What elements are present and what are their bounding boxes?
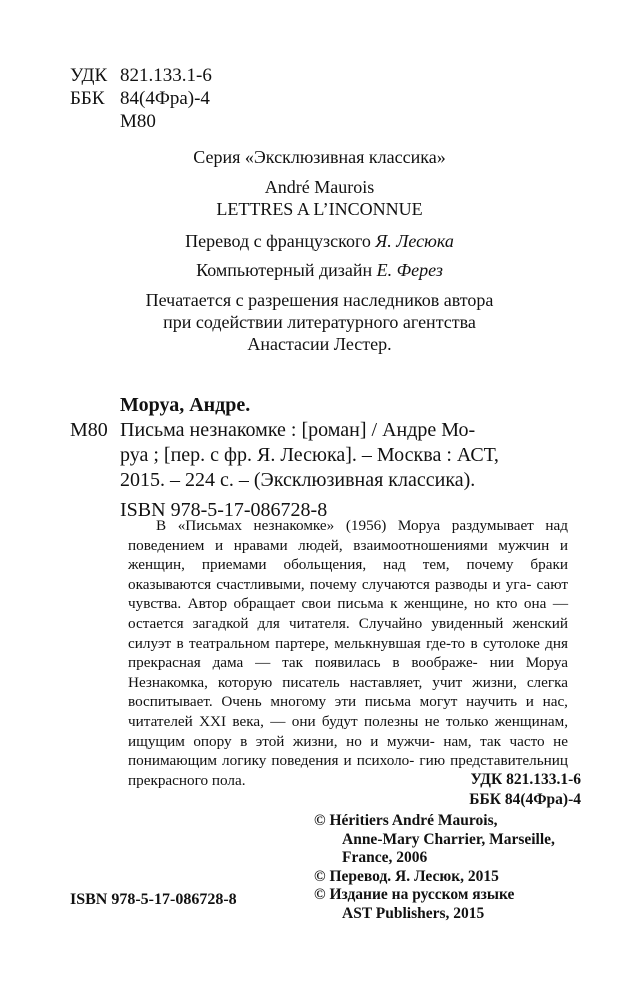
annotation-line: гию представительниц прекрасного пола. bbox=[128, 752, 569, 789]
bbk-key: ББК bbox=[70, 88, 105, 109]
annotation-line: и женщин, приемами обольщения, над тем, почему браки bbox=[128, 536, 568, 574]
udk-value: 821.133.1-6 bbox=[120, 65, 212, 86]
original-title: LETTRES A L’INCONNUE bbox=[216, 199, 423, 219]
author-sign-row bbox=[70, 110, 212, 133]
permission-line: Анастасии Лестер. bbox=[247, 334, 392, 354]
bbk-row bbox=[70, 87, 212, 110]
original-edition bbox=[0, 176, 639, 220]
annotation-line: нии Моруа Незнакомка, которую писатель наставляет, учит bbox=[128, 654, 568, 691]
udk-row bbox=[70, 64, 212, 87]
annotation-line: в сутолоке дня прекрасная дама — так появилась в воображе- bbox=[128, 634, 569, 672]
copyright-line: Anne-Mary Charrier, Marseille, bbox=[342, 830, 555, 848]
copyright-line: AST Publishers, 2015 bbox=[342, 904, 485, 922]
copyright-line: © Перевод. Я. Лесюк, 2015 bbox=[314, 867, 499, 885]
udk-key: УДК bbox=[70, 65, 108, 86]
bbk-value: 84(4Фра)-4 bbox=[120, 88, 210, 109]
right-codes bbox=[469, 770, 581, 810]
annotation-line: сают чувства. Автор обращает свои письма к женщине, но кто bbox=[128, 575, 568, 613]
isbn-bottom: ISBN 978-5-17-086728-8 bbox=[70, 891, 237, 908]
translation-prefix: Перевод с французского bbox=[185, 231, 376, 251]
catalog-sign: М80 bbox=[70, 419, 108, 441]
permission-line: при содействии литературного агентства bbox=[163, 312, 476, 332]
author-sign: М80 bbox=[120, 111, 156, 132]
annotation-paragraph bbox=[128, 516, 568, 790]
annotation-line: поведением и нравами людей, взаимоотношениями мужчин bbox=[128, 536, 550, 554]
design-credit bbox=[0, 260, 639, 281]
right-bbk: ББК 84(4Фра)-4 bbox=[469, 791, 581, 808]
copyright-line: France, 2006 bbox=[342, 849, 428, 867]
annotation-line: научить и нас, читателей XXI века, — они будут полезны не bbox=[128, 693, 568, 730]
catalog-line: 2015. – 224 с. – (Эксклюзивная классика). bbox=[120, 469, 476, 491]
translator-name: Я. Лесюка bbox=[375, 231, 454, 251]
original-author: André Maurois bbox=[264, 177, 375, 197]
copyright-line: © Издание на русском языке bbox=[314, 886, 515, 904]
annotation-line: только женщинам, ищущим опору в этой жизни, но и мужчи- bbox=[128, 712, 568, 750]
catalog-line: руа ; [пер. с фр. Я. Лесюка]. – Москва : АСТ, bbox=[120, 444, 499, 466]
annotation-text bbox=[128, 516, 568, 790]
catalog-heading: Моруа, Андре. bbox=[120, 394, 251, 416]
annotation-line: женский силуэт в театральном партере, мелькнувшая где-то bbox=[128, 614, 569, 652]
annotation-line: оказываются счастливыми, почему случаются разводы и уга- bbox=[128, 575, 532, 593]
copyright-block bbox=[314, 812, 555, 924]
annotation-line: нам, так часто не понимающим логику поведения и психоло- bbox=[128, 732, 568, 770]
right-udk: УДК 821.133.1-6 bbox=[470, 771, 581, 788]
catalog-line: Письма незнакомке : [роман] / Андре Мо- bbox=[120, 419, 476, 441]
classification-codes bbox=[70, 64, 212, 133]
design-prefix: Компьютерный дизайн bbox=[196, 260, 377, 280]
copyright-line: © Héritiers André Maurois, bbox=[314, 812, 498, 829]
series-line: Серия «Эксклюзивная классика» bbox=[193, 147, 446, 167]
catalog-isbn: ISBN 978-5-17-086728-8 bbox=[120, 499, 328, 521]
annotation-line: В «Письмах незнакомке» (1956) Моруа раздумывает над bbox=[156, 517, 568, 534]
annotation-line: она — остается загадкой для читателя. Случайно увиденный bbox=[128, 595, 569, 632]
permission-line: Печатается с разрешения наследников автора bbox=[145, 290, 494, 310]
catalog-entry bbox=[70, 393, 499, 523]
translation-credit bbox=[0, 231, 639, 252]
annotation-line: жизни, слегка воспитывает. Очень многому эти письма могут bbox=[128, 673, 568, 711]
designer-name: Е. Ферез bbox=[376, 260, 443, 280]
permission-note bbox=[0, 289, 639, 355]
